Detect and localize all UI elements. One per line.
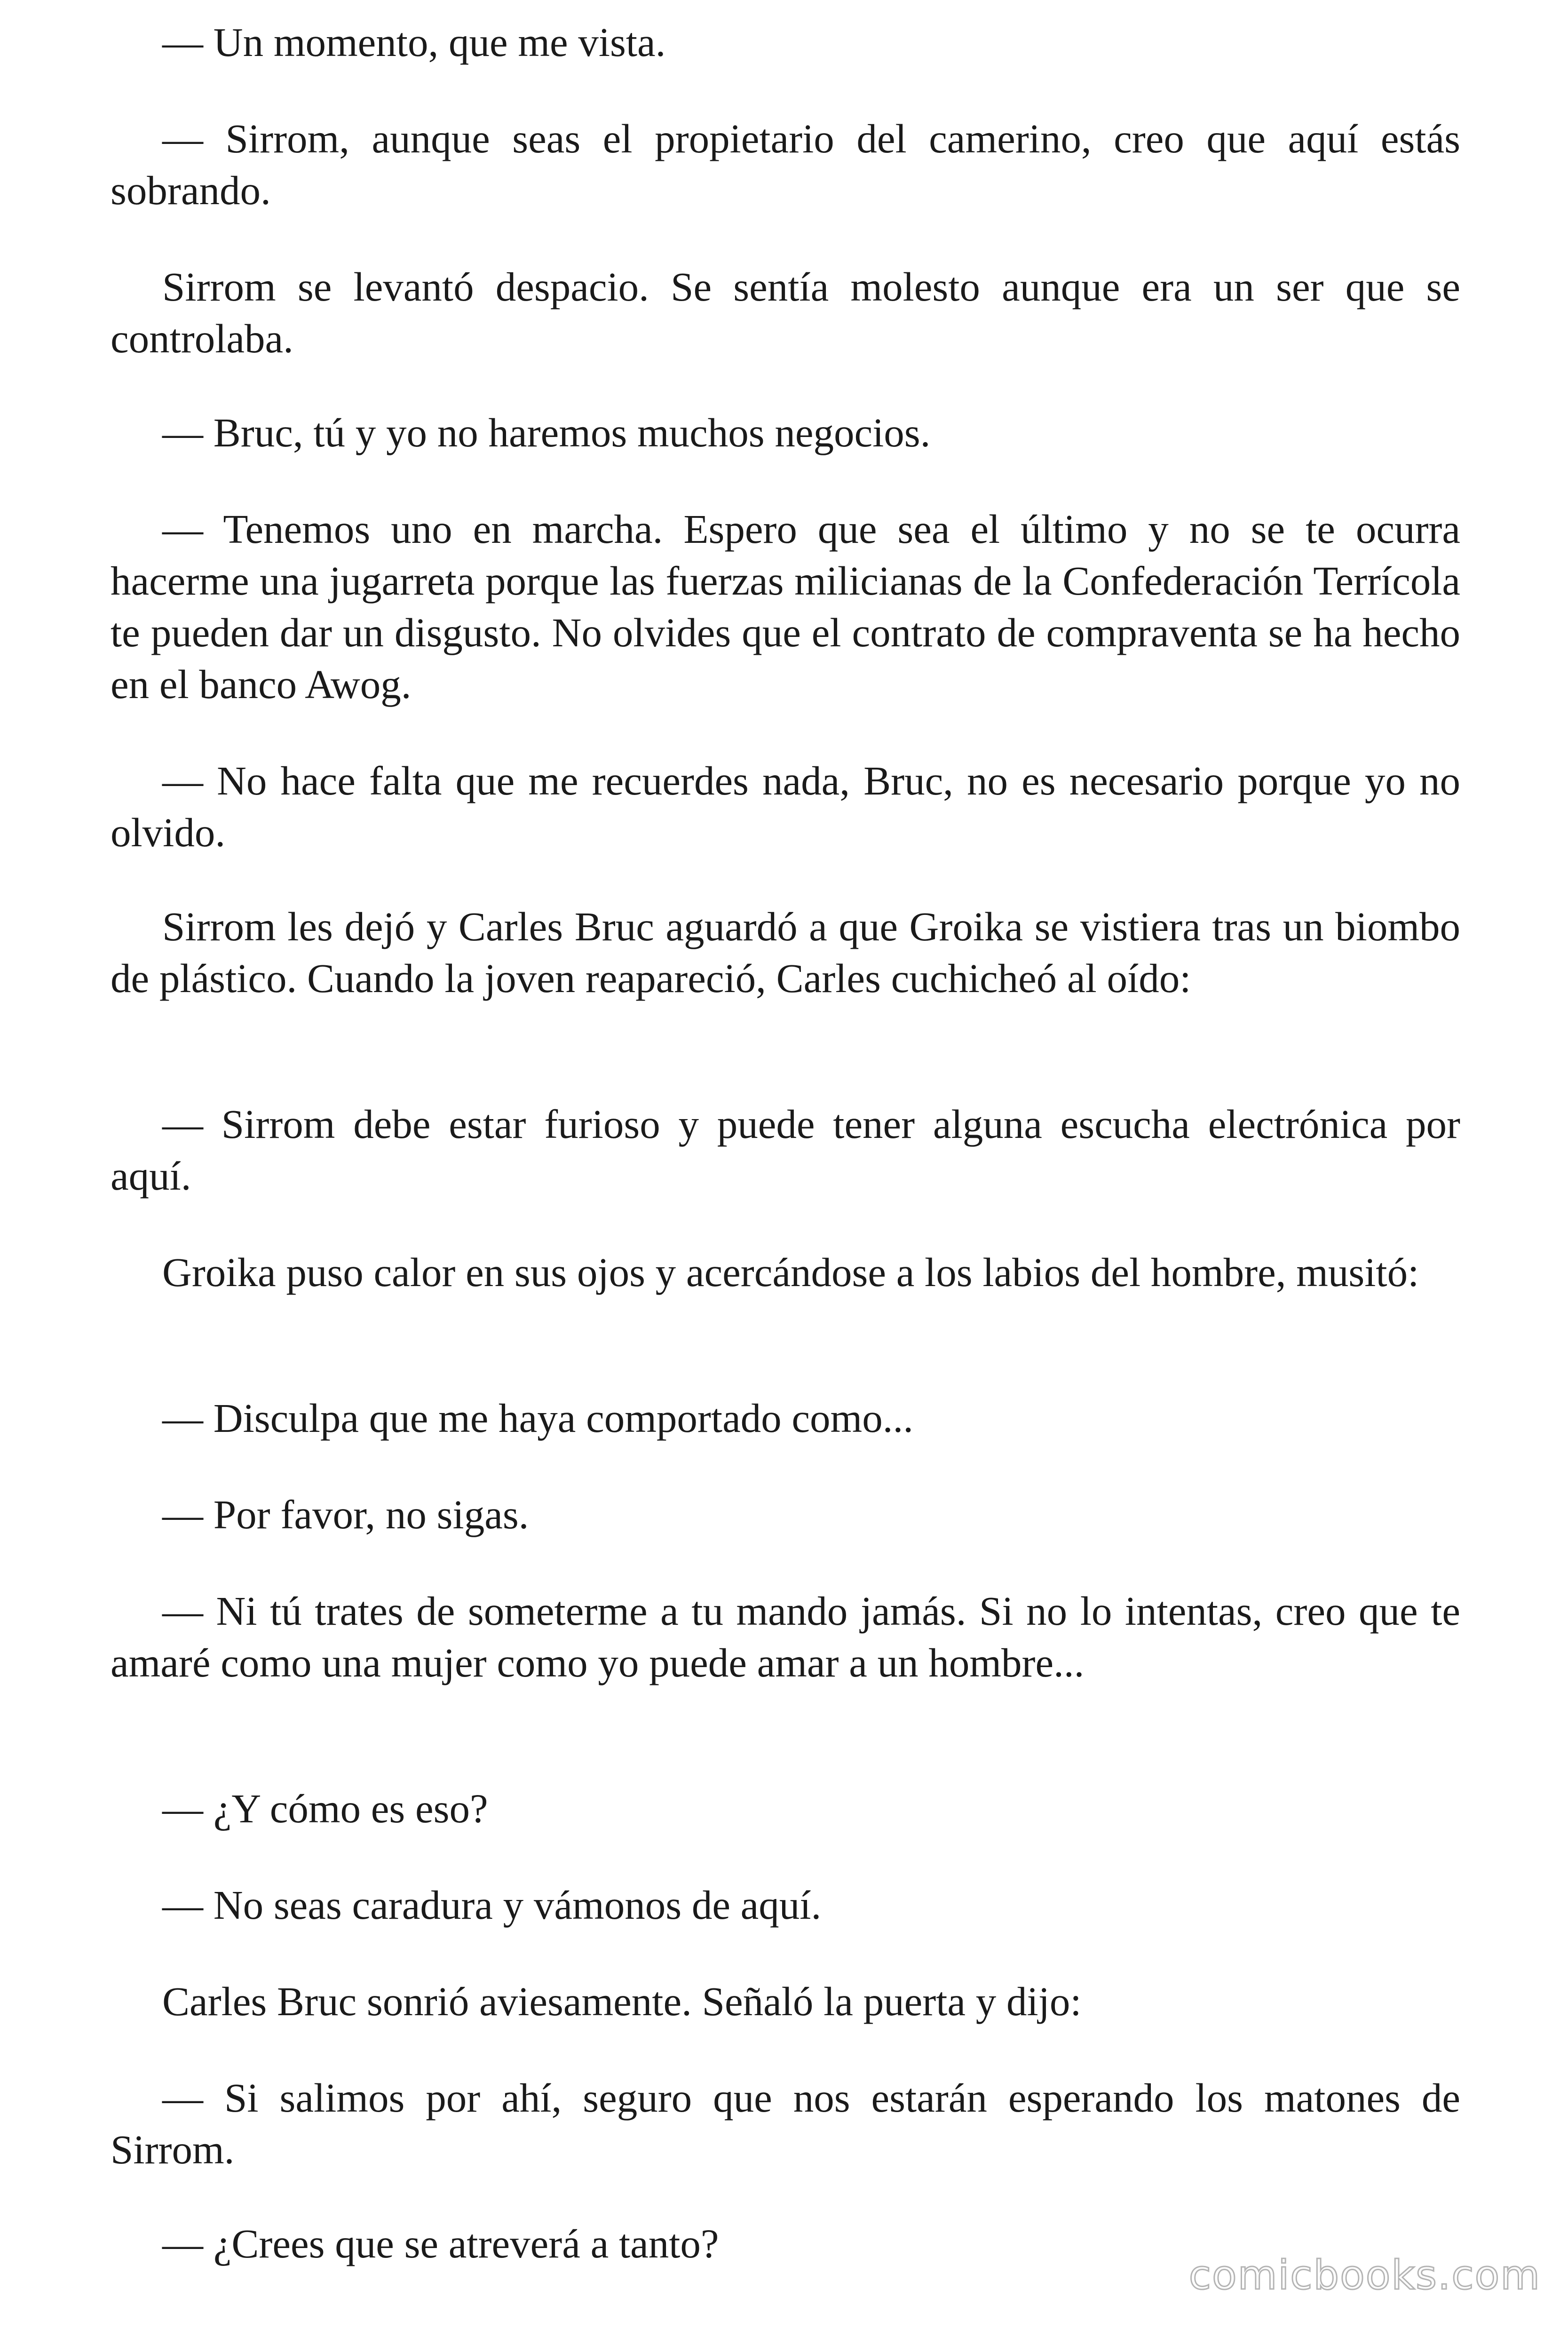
paragraph-10: — Disculpa que me haya comportado como... (162, 1395, 913, 1441)
paragraph-12: — Ni tú trates de someterme a tu mando jamás. Si no lo intentas, creo que te amaré como una mujer como yo puede amar a un hombre... (111, 1588, 1460, 1685)
paragraph-4: — Bruc, tú y yo no haremos muchos negocios. (162, 410, 931, 455)
paragraph-15: Carles Bruc sonrió aviesamente. Señaló la puerta y dijo: (162, 1979, 1082, 2024)
paragraph-14: — No seas caradura y vámonos de aquí. (162, 1882, 822, 1928)
paragraph-3: Sirrom se levantó despacio. Se sentía molesto aunque era un ser que se controlaba. (111, 264, 1460, 361)
book-page (111, 0, 1460, 2352)
paragraph-7: Sirrom les dejó y Carles Bruc aguardó a que Groika se vistiera tras un biombo de plástico. Cuando la joven reapareció, Carles cuchicheó al oído: (111, 904, 1460, 1001)
paragraph-6: — No hace falta que me recuerdes nada, Bruc, no es necesario porque yo no olvido. (111, 758, 1460, 855)
paragraph-11: — Por favor, no sigas. (162, 1492, 529, 1537)
paragraph-13: — ¿Y cómo es eso? (162, 1786, 488, 1831)
paragraph-16: — Si salimos por ahí, seguro que nos estarán esperando los matones de Sirrom. (111, 2075, 1460, 2172)
paragraph-2: — Sirrom, aunque seas el propietario del camerino, creo que aquí estás sobrando. (111, 116, 1460, 213)
paragraph-5: — Tenemos uno en marcha. Espero que sea el último y no se te ocurra hacerme una jugarreta porque las fuerzas milicianas de la Confederación Terrícola te pueden dar un disgusto. No olvides que el contrato de compraventa se ha hecho en el banco Awog. (111, 506, 1460, 707)
paragraph-17: — ¿Crees que se atreverá a tanto? (162, 2221, 719, 2266)
paragraph-9: Groika puso calor en sus ojos y acercándose a los labios del hombre, musitó: (162, 1249, 1419, 1295)
paragraph-8: — Sirrom debe estar furioso y puede tener alguna escucha electrónica por aquí. (111, 1101, 1460, 1199)
paragraph-1: — Un momento, que me vista. (162, 19, 666, 65)
watermark: comicbooks.com (1188, 2252, 1541, 2299)
